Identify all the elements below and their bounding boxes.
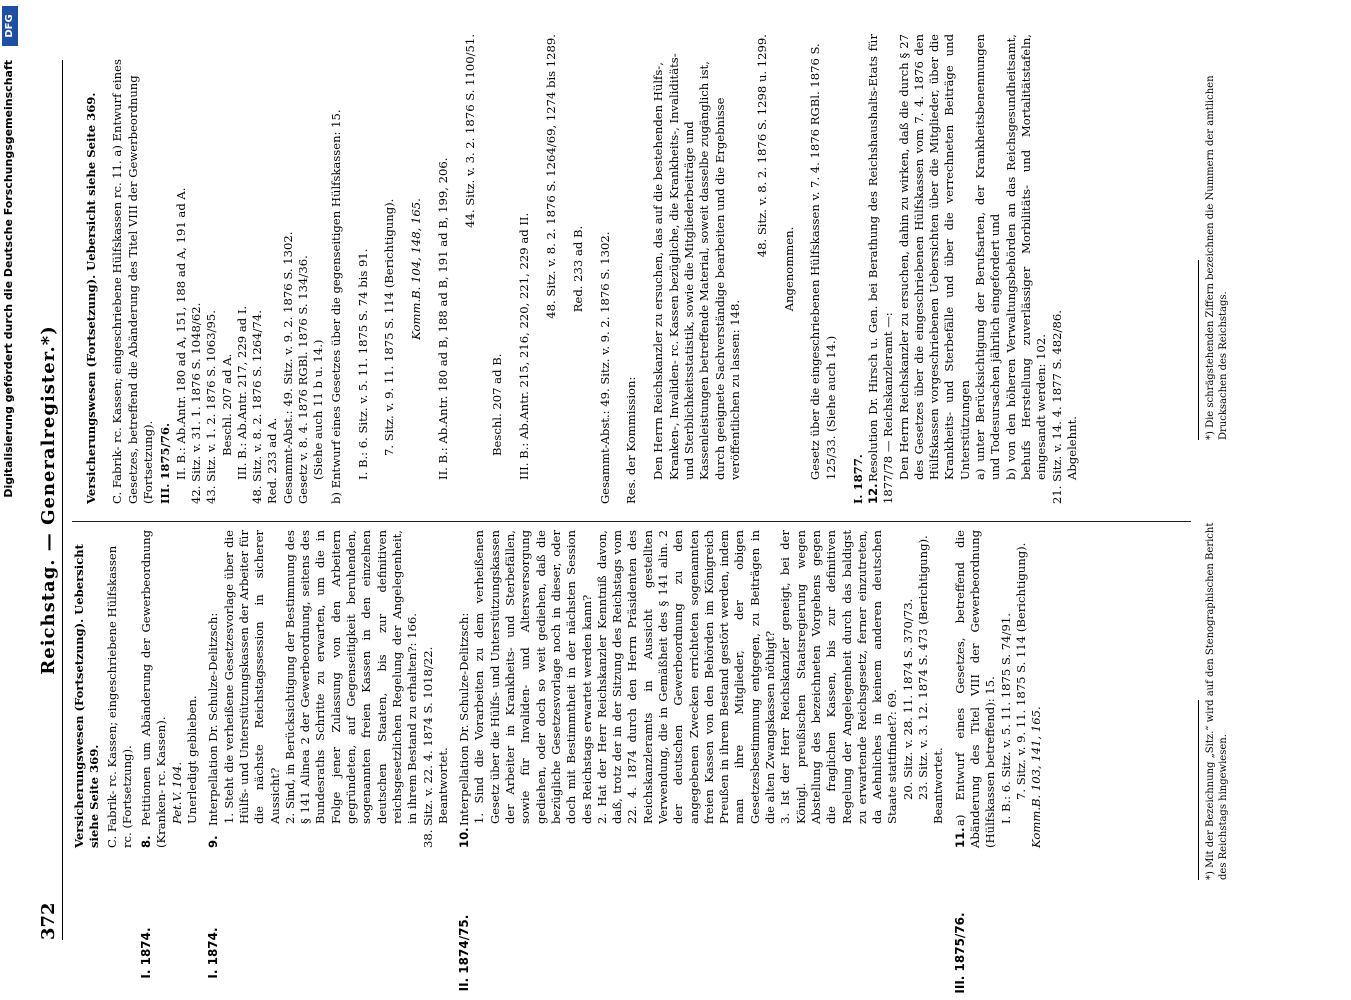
entry-11b-line-2: Komm.B. 104, 148, 165. xyxy=(409,198,424,340)
entry-11b-line-0: I. B.: 6. Sitz. v. 5. 11. 1875 S. 74 bis 91. xyxy=(355,248,370,480)
entry-11b-line-7: 48. Sitz. v. 8. 2. 1876 S. 1264/69, 1274 bis 1289. xyxy=(543,34,558,319)
entry-12-number: 12. xyxy=(865,483,880,504)
entry-11-line-3: Komm.B. 103, 141, 165. xyxy=(1029,706,1044,848)
entry-12-b: b) von den höheren Verwaltungsbehörden an das Reichsgesundheitsamt, behufs Herstellung zuverlässiger Morbilitäts- und Mortalitätstafeln, eingesandt werden: 102. xyxy=(1003,34,1049,480)
entry-11b-line-4: 44. Sitz. v. 3. 2. 1876 S. 1100/51. xyxy=(463,34,478,228)
entry-11a-continued xyxy=(158,34,326,504)
right-line-0: II. B.: Ab.Antr. 180 ad A, 151, 188 ad A, 191 ad A. xyxy=(173,187,188,480)
digitization-credit xyxy=(0,0,24,1000)
entry-10-question-1: 1. Sind die Vorarbeiten zu dem verheißenen Gesetz über die Hülfs- und Unterstützungskassen der Arbeiter in Krankheits- und Sterbefällen, sowie für Invaliden- und Altersversorgung gediehen, oder doch so weit gediehen, daß die bezügliche Gesetzesvorlage noch in dieser, oder doch mit Bestimmtheit in der nächsten Session des Reichstags erwartet werden kann? xyxy=(472,530,594,824)
right-line-9: (Siehe auch 11 b u. 14.) xyxy=(311,339,326,480)
left-column xyxy=(72,530,1191,998)
header-rule xyxy=(62,60,63,940)
resolution-result: Angenommen. xyxy=(781,226,796,312)
entry-9-session: I. 1874. xyxy=(206,927,221,979)
right-line-4: III. B.: Ab.Antr. 217, 229 ad I. xyxy=(234,305,249,480)
entry-11b-text: b) Entwurf eines Gesetzes über die gegenseitigen Hülfskassen: 15. xyxy=(328,109,343,504)
right-intro: Versicherungswesen (Fortsetzung). Uebersicht siehe Seite 369. xyxy=(83,92,98,504)
resolution-heading: Res. der Kommission: xyxy=(624,376,639,504)
left-section-heading: C. Fabrik- rc. Kassen; eingeschriebene Hülfskassen rc. (Fortsetzung). xyxy=(104,545,134,848)
right-line-8: Gesetz v. 8. 4. 1876 RGBl. 1876 S. 134/36. xyxy=(296,255,311,504)
entry-9 xyxy=(206,530,451,998)
entry-8-number: 8. xyxy=(139,835,154,848)
resolution-text: Den Herrn Reichskanzler zu ersuchen, das auf die bestehenden Hülfs-, Kranken-, Invaliden- rc. Kassen bezügliche, die Krankheits-, Invaliditäts- und Sterblichkeitsstatistik, sowie die Mitgliederbeiträge und Kassenleistungen betreffende Material, soweit dasselbe zugänglich ist, durch geeignete Sachverständige bearbeiten und die Ergebnisse veröffentlichen zu lassen: 148. xyxy=(651,53,742,480)
left-footnote: *) Mit der Bezeichnung „Sitz.“ wird auf den Stenographischen Bericht des Reichstags hingewiesen. xyxy=(1205,522,1229,880)
entry-12-result: Abgelehnt. xyxy=(1064,416,1079,480)
running-head: Reichstag. — Generalregister.*) xyxy=(38,325,59,675)
entry-10-number: 10. xyxy=(457,827,472,848)
entry-9-sitting: 38. Sitz. v. 22. 4. 1874 S. 1018/22. xyxy=(420,646,435,848)
entry-9-question-1: 1. Steht die verheißene Gesetzesvorlage über die Hülfs- und Unterstützungskassen der Arbeiter für die nächste Reichstagssession in sicherer Aussicht? xyxy=(221,530,282,824)
entry-9-title: Interpellation Dr. Schulze-Delitzsch: xyxy=(206,612,221,826)
entry-8-result: Unerledigt geblieben. xyxy=(185,695,200,824)
left-footnote-rule xyxy=(1198,700,1199,880)
entry-11b-line-5: Beschl. 207 ad B. xyxy=(489,353,504,456)
entry-10-session: II. 1874/75. xyxy=(457,914,472,992)
entry-9-question-2: 2. Sind, in Berücksichtigung der Bestimmung des § 141 Alinea 2 der Gewerbeordnung, seitens des Bundesraths Schritte zu erwarten, um die in Folge jener Zulassung von den Arbeitern gegründeten, auf Gegenseitigkeit beruhenden, sogenannten freien Kassen in den einzelnen deutschen Staaten, bis zur definitiven reichsgesetzlichen Regelung der Angelegenheit, in ihrem Bestand zu erhalten?: 166. xyxy=(282,530,420,824)
entry-12 xyxy=(851,34,1080,504)
entry-11b-line-8: Red. 233 ad B. xyxy=(570,225,585,313)
entry-12-a: a) unter Berücksichtigung der Berufsarten, der Krankheitsbenennungen und Todesursachen jährlich eingefordert und xyxy=(973,34,1003,480)
entry-8-session: I. 1874. xyxy=(139,927,154,979)
right-line-3: Beschl. 207 ad A. xyxy=(219,353,234,456)
entry-11-session: III. 1875/76. xyxy=(952,912,967,994)
entry-8-text: Petitionen um Abänderung der Gewerbeordnung (Kranken- rc. Kassen). xyxy=(139,530,169,848)
entry-8-ref: Pet.V. 104. xyxy=(169,761,184,824)
entry-10 xyxy=(457,530,947,998)
entry-12-body: Den Herrn Reichskanzler zu ersuchen, dahin zu wirken, daß die durch § 27 des Gesetzes über die eingeschriebenen Hülfskassen vom 7. 4. 1876 den Hülfskassen vorgeschriebenen Uebersichten über die Mitglieder, über die Krankheits- und Sterbefälle und über die verrechneten Beiträge und Unterstützungen xyxy=(896,34,972,480)
entry-11 xyxy=(953,530,1045,998)
entry-10-result: Beantwortet. xyxy=(931,747,946,824)
entry-11b-line-1: 7. Sitz. v. 9. 11. 1875 S. 114 (Berichtigung). xyxy=(382,198,397,456)
entry-10-question-3: 3. Ist der Herr Reichskanzler geneigt, bei der Königl. preußischen Staatsregierung wegen Abstellung des bezeichneten Vorgehens gegen die fraglichen Kassen, bis zur definitiven Regelung der Angelegenheit durch das baldigst zu erwartende Reichsgesetz, ferner einzutreten, da Aehnliches in keinem anderen deutschen Staate stattfindet?: 69. xyxy=(778,530,900,824)
law-reference: Gesetz über die eingeschriebenen Hülfskassen v. 7. 4. 1876 RGBl. 1876 S. 125/33. (Siehe auch 14.) xyxy=(808,43,838,480)
entry-11-line-2: 7. Sitz. v. 9. 11. 1875 S. 114 (Berichtigung). xyxy=(1013,542,1028,800)
dfg-logo: DFG xyxy=(2,6,18,46)
entry-11-line-1: I. B.: 6. Sitz. v. 5. 11. 1875 S. 74/91. xyxy=(998,613,1013,824)
right-section-heading: C. Fabrik- rc. Kassen; eingeschriebene Hülfskassen rc. 11. a) Entwurf eines Gesetzes, betreffend die Abänderung des Titel VIII der Gewerbeordnung (Fortsetzung). xyxy=(110,59,156,504)
resolution-sitting: 48. Sitz. v. 8. 2. 1876 S. 1298 u. 1299. xyxy=(754,34,769,258)
right-session-note: III. 1875/76. xyxy=(158,422,173,504)
entry-11-text: a) Entwurf eines Gesetzes, betreffend die Abänderung des Titel VIII der Gewerbeordnung (Hülfskassen betreffend): 15. xyxy=(952,530,998,848)
entry-11b-line-6: III. B.: Ab.Antr. 215, 216, 220, 221, 229 ad II. xyxy=(516,212,531,480)
right-line-2: 43. Sitz. v. 1. 2. 1876 S. 1063/95. xyxy=(204,310,219,504)
right-footnote: *) Die schrägstehenden Ziffern bezeichnen die Nummern der amtlichen Drucksachen des Reichstags. xyxy=(1205,75,1229,440)
page-header xyxy=(38,60,64,940)
right-line-5: 48. Sitz. v. 8. 2. 1876 S. 1264/74. xyxy=(250,310,265,504)
entry-12-session: I. 1877. xyxy=(850,454,865,504)
entry-8 xyxy=(139,530,200,998)
entry-9-result: Beantwortet. xyxy=(435,747,450,824)
entry-10-sitting-1: 20. Sitz. v. 28. 11. 1874 S. 370/73. xyxy=(900,598,915,800)
right-line-6: Red. 233 ad A. xyxy=(265,417,280,504)
entry-11-number: 11. xyxy=(952,827,967,848)
column-divider xyxy=(72,521,1191,522)
right-footnote-rule xyxy=(1198,260,1199,440)
entry-12-sitting: 21. Sitz. v. 14. 4. 1877 S. 482/86. xyxy=(1049,310,1064,504)
entry-9-number: 9. xyxy=(206,835,221,848)
entry-11b-line-9: Gesammt-Abst.: 49. Sitz. v. 9. 2. 1876 S. 1302. xyxy=(597,231,612,504)
right-line-7: Gesammt-Abst.: 49. Sitz. v. 9. 2. 1876 S. 1302. xyxy=(280,231,295,504)
left-intro: Versicherungswesen (Fortsetzung). Uebersicht siehe Seite 369. xyxy=(72,543,102,848)
right-line-1: 42. Sitz. v. 31. 1. 1876 S. 1048/62. xyxy=(188,302,203,504)
page-number: 372 xyxy=(38,902,59,940)
entry-10-question-2: 2. Hat der Herr Reichskanzler Kenntniß davon, daß, trotz der in der Sitzung des Reichstags vom 22. 4. 1874 durch den Herrn Präsidenten des Reichskanzleramts in Aussicht gestellten Verwendung, die in Gemäßheit des § 141 alin. 2 der deutschen Gewerbeordnung zu den angegebenen Zwecken errichteten sogenannten freien Kassen von den Behörden im Königreich Preußen in ihrem Bestand gestört werden, indem man ihre Mitglieder, der obigen Gesetzesbestimmung entgegen, zu Beiträgen in die alten Zwangskassen nöthigt? xyxy=(594,530,778,824)
entry-10-title: Interpellation Dr. Schulze-Delitzsch: xyxy=(457,612,472,826)
entry-10-sitting-2: 23. Sitz. v. 3. 12. 1874 S. 473 (Berichtigung). xyxy=(916,535,931,800)
credit-text: Digitalisierung gefördert durch die Deutsche Forschungsgemeinschaft xyxy=(2,60,15,498)
entry-12-text: Resolution Dr. Hirsch u. Gen. bei Berathung des Reichshaushalts-Etats für 1877/78 — Reichskanzleramt —: xyxy=(865,34,896,504)
entry-11b-line-3: II. B.: Ab.Antr. 180 ad B, 188 ad B, 191 ad B, 199, 206. xyxy=(436,157,451,480)
right-column xyxy=(72,34,1191,504)
